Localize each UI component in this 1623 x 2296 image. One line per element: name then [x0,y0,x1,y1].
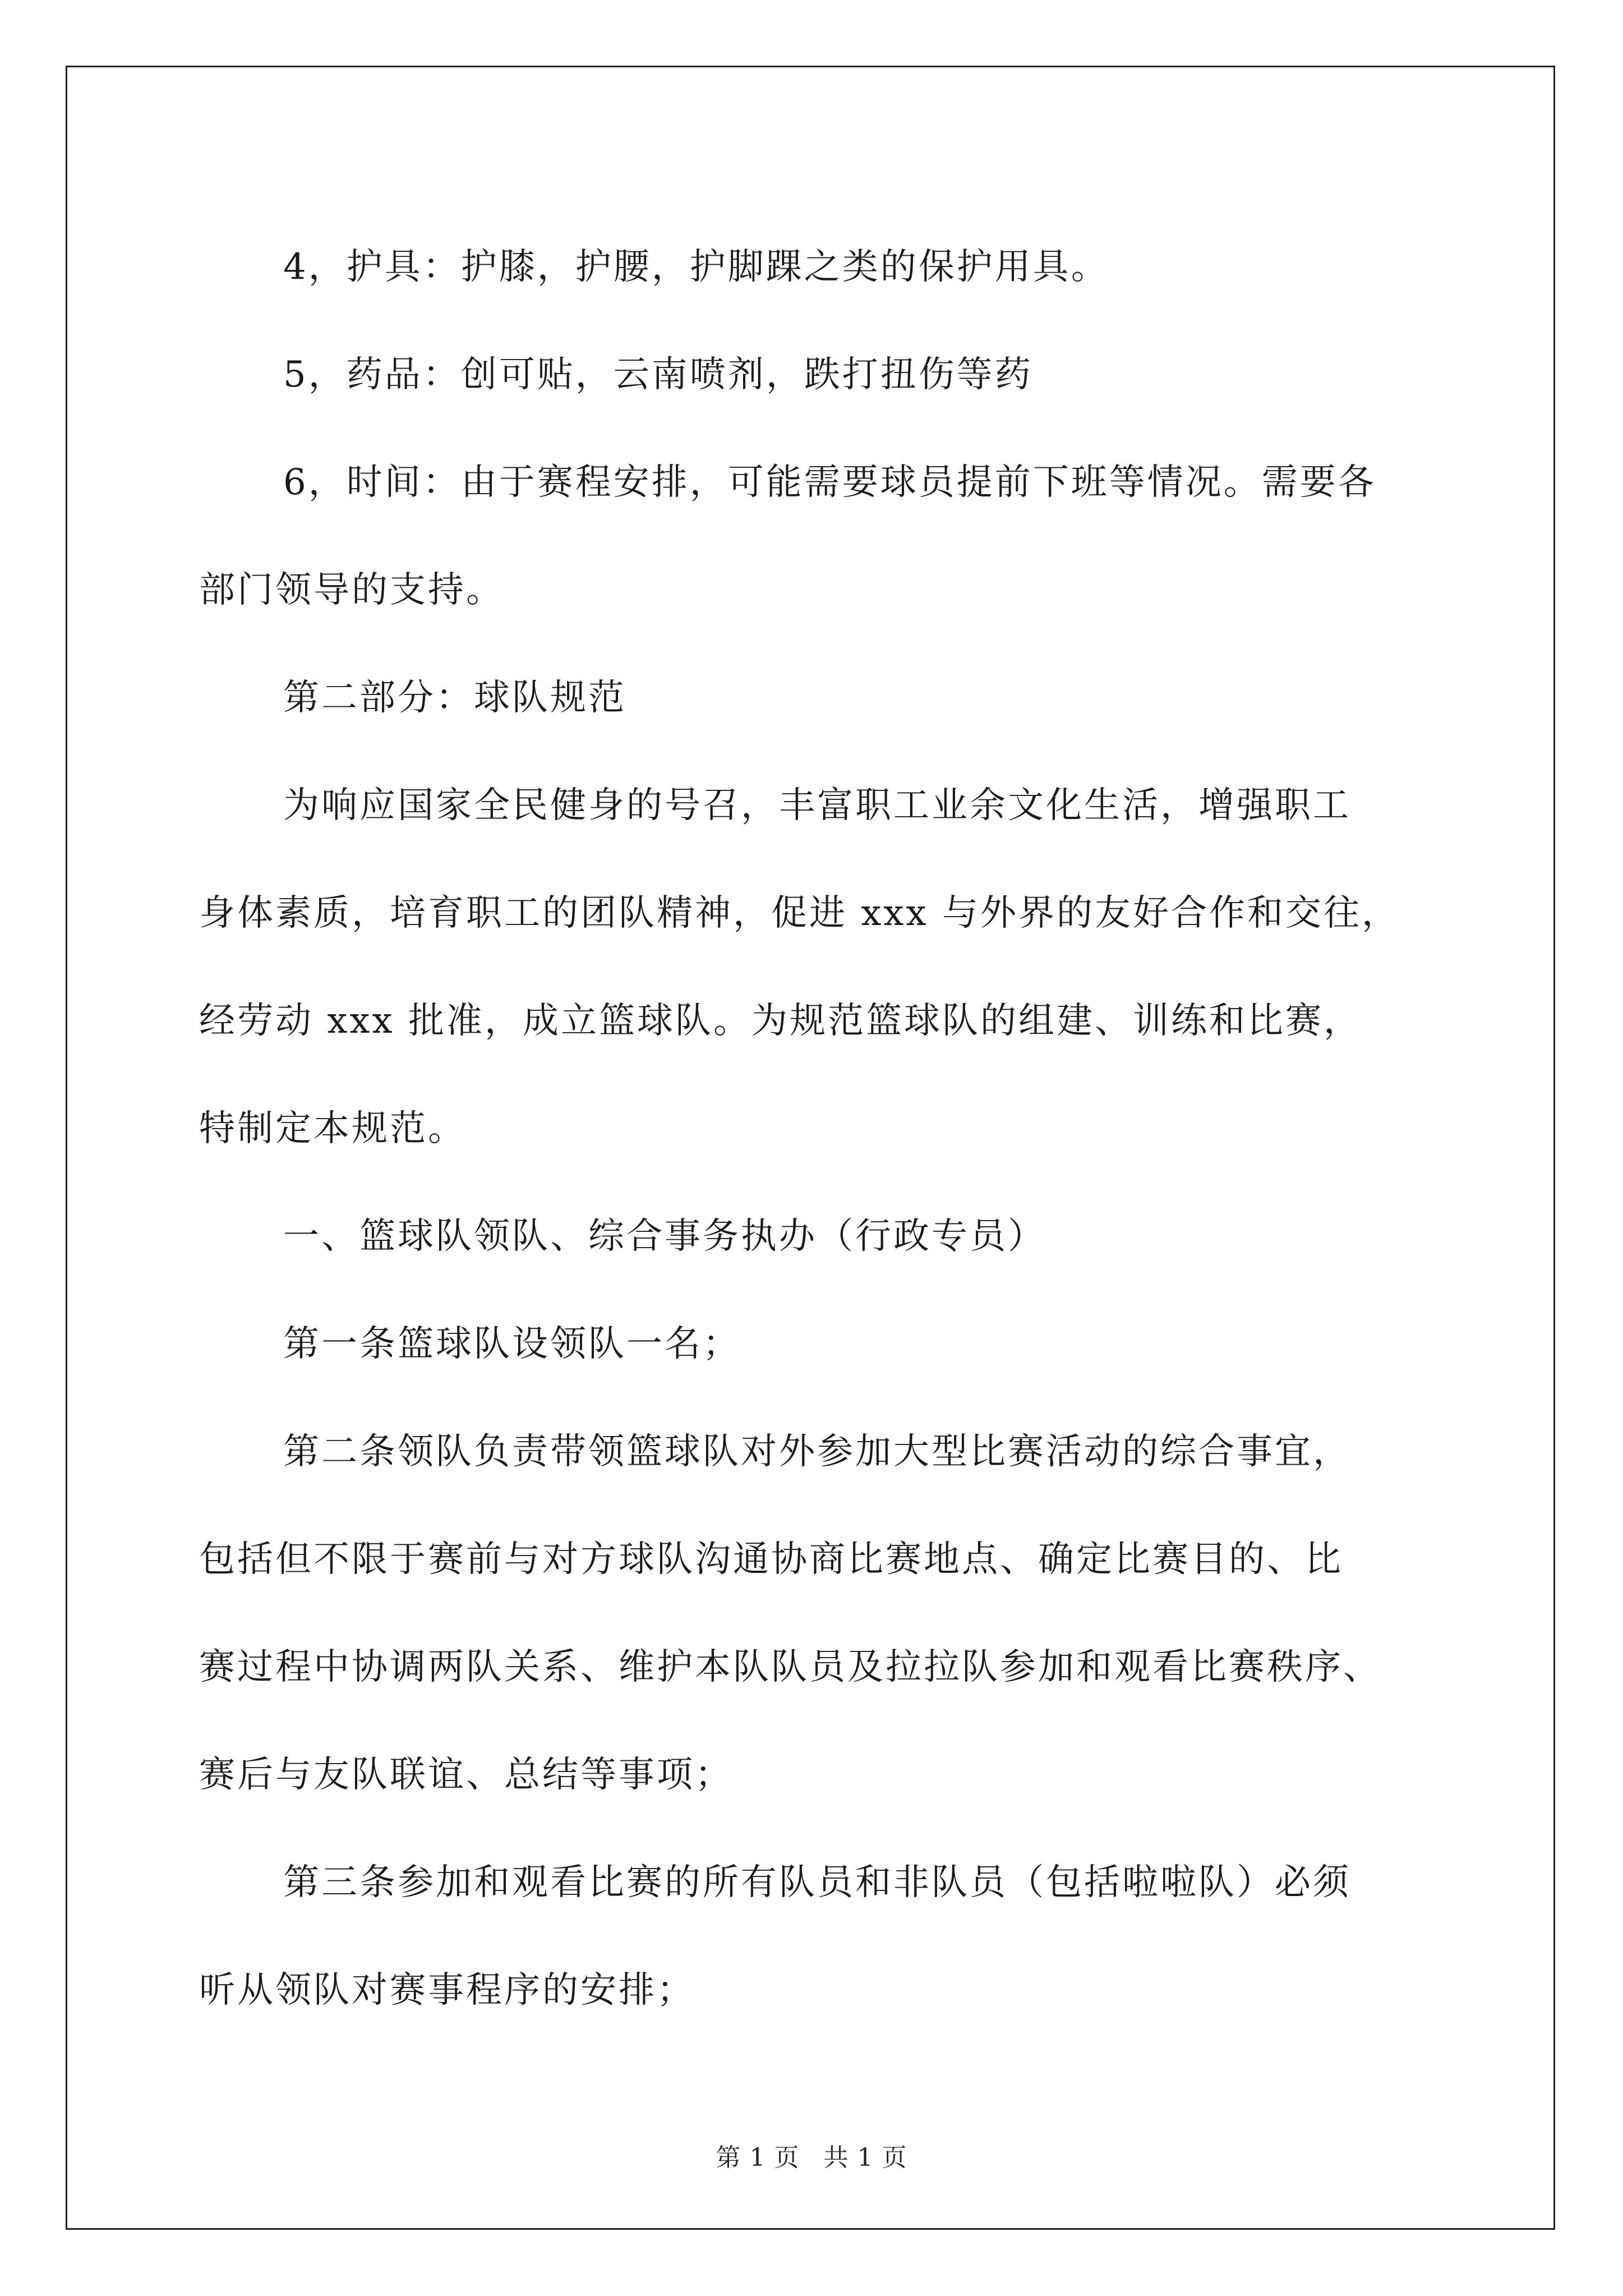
page-footer [0,2137,1623,2173]
page-number: 第 1 页 [716,2143,800,2172]
text-line: 部门领导的支持。 [199,569,504,611]
document-body [199,213,1433,2044]
subsection-heading: 一、篮球队领队、综合事务执办（行政专员） [283,1216,1046,1257]
text-line: 包括但不限于赛前与对方球队沟通协商比赛地点、确定比赛目的、比 [199,1539,1343,1580]
page-total: 共 1 页 [823,2143,907,2172]
text-line: 第二条领队负责带领篮球队对外参加大型比赛活动的综合事宜， [283,1431,1351,1473]
text-line: 经劳动 xxx 批准，成立篮球队。为规范篮球队的组建、训练和比赛， [199,1000,1362,1042]
text-line: 为响应国家全民健身的号召，丰富职工业余文化生活，增强职工 [283,785,1351,826]
text-line: 6，时间：由于赛程安排，可能需要球员提前下班等情况。需要各 [283,462,1376,503]
text-line: 5，药品：创可贴，云南喷剂，跌打扭伤等药 [283,354,1033,395]
text-line: 4，护具：护膝，护腰，护脚踝之类的保护用具。 [283,246,1109,288]
text-line: 第三条参加和观看比赛的所有队员和非队员（包括啦啦队）必须 [283,1862,1351,1903]
text-line: 赛过程中协调两队关系、维护本队队员及拉拉队参加和观看比赛秩序、 [199,1646,1381,1688]
section-heading: 第二部分：球队规范 [283,677,626,719]
text-line: 身体素质，培育职工的团队精神，促进 xxx 与外界的友好合作和交往， [199,892,1400,934]
text-line: 听从领队对赛事程序的安排； [199,1970,695,2011]
text-line: 特制定本规范。 [199,1108,466,1149]
text-line: 第一条篮球队设领队一名； [283,1323,741,1365]
text-line: 赛后与友队联谊、总结等事项； [199,1754,733,1796]
